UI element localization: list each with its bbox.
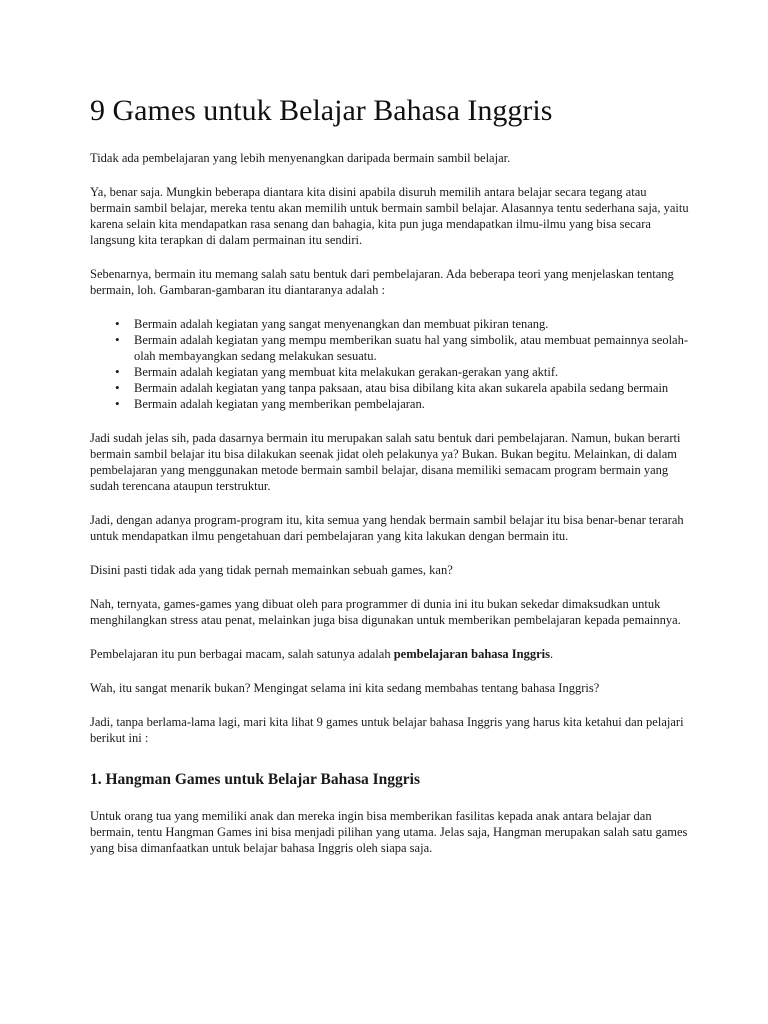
paragraph-with-bold	[90, 646, 690, 662]
page-title: 9 Games untuk Belajar Bahasa Inggris	[90, 94, 553, 127]
bullet-item: • Bermain adalah kegiatan yang mempu memberikan suatu hal yang simbolik, atau membuat pemainnya seolah-olah membayangkan sedang melakukan sesuatu.	[134, 332, 690, 364]
bullet-item: • Bermain adalah kegiatan yang sangat menyenangkan dan membuat pikiran tenang.	[134, 316, 690, 332]
paragraph: Nah, ternyata, games-games yang dibuat oleh para programmer di dunia ini itu bukan sekedar dimaksudkan untuk menghilangkan stress atau penat, melainkan juga bisa digunakan untuk memberikan pembelajaran kepada pemainnya.	[90, 597, 681, 627]
paragraph-text: .	[549, 647, 554, 661]
paragraph-intro: Tidak ada pembelajaran yang lebih menyenangkan daripada bermain sambil belajar.	[90, 151, 511, 165]
section-heading: 1. Hangman Games untuk Belajar Bahasa Inggris	[90, 771, 421, 788]
bold-phrase: pembelajaran bahasa Inggris	[393, 647, 550, 661]
document-content	[90, 92, 690, 874]
paragraph: Wah, itu sangat menarik bukan? Mengingat selama ini kita sedang membahas tentang bahasa Inggris?	[90, 681, 600, 695]
bullet-item: • Bermain adalah kegiatan yang memberikan pembelajaran.	[134, 396, 690, 412]
paragraph: Disini pasti tidak ada yang tidak pernah memainkan sebuah games, kan?	[90, 563, 453, 577]
paragraph: Jadi sudah jelas sih, pada dasarnya bermain itu merupakan salah satu bentuk dari pembelajaran. Namun, bukan berarti bermain sambil belajar itu bisa dilakukan seenak jidat oleh pelakunya ya? Bukan. Bukan begitu. Melainkan, di dalam pembelajaran yang menggunakan metode bermain sambil belajar, disana memiliki semacam program bermain yang sudah terencana ataupun terstruktur.	[90, 431, 681, 493]
paragraph-text: Pembelajaran itu pun berbagai macam, salah satunya adalah	[90, 647, 394, 661]
paragraph: Jadi, dengan adanya program-program itu, kita semua yang hendak bermain sambil belajar itu bisa benar-benar terarah untuk mendapatkan ilmu pengetahuan dari pembelajaran yang kita lakukan dengan bermain itu.	[90, 513, 684, 543]
bullet-item: • Bermain adalah kegiatan yang tanpa paksaan, atau bisa dibilang kita akan sukarela apabila sedang bermain	[134, 380, 690, 396]
bullet-item: • Bermain adalah kegiatan yang membuat kita melakukan gerakan-gerakan yang aktif.	[134, 364, 690, 380]
paragraph: Jadi, tanpa berlama-lama lagi, mari kita lihat 9 games untuk belajar bahasa Inggris yang harus kita ketahui dan pelajari berikut ini :	[90, 715, 684, 745]
paragraph: Sebenarnya, bermain itu memang salah satu bentuk dari pembelajaran. Ada beberapa teori yang menjelaskan tentang bermain, loh. Gambaran-gambaran itu diantaranya adalah :	[90, 267, 674, 297]
paragraph: Ya, benar saja. Mungkin beberapa diantara kita disini apabila disuruh memilih antara belajar secara tegang atau bermain sambil belajar, mereka tentu akan memilih untuk bermain sambil belajar. Alasannya tentu sederhana saja, yaitu karena selain kita mendapatkan rasa senang dan bahagia, kita pun juga mendapatkan ilmu-ilmu yang bisa secara langsung kita terapkan di dalam permainan itu sendiri.	[90, 185, 689, 247]
bullet-list	[90, 316, 690, 412]
paragraph: Untuk orang tua yang memiliki anak dan mereka ingin bisa memberikan fasilitas kepada anak antara belajar dan bermain, tentu Hangman Games ini bisa menjadi pilihan yang utama. Jelas saja, Hangman merupakan salah satu games yang bisa dimanfaatkan untuk belajar bahasa Inggris oleh siapa saja.	[90, 809, 688, 855]
